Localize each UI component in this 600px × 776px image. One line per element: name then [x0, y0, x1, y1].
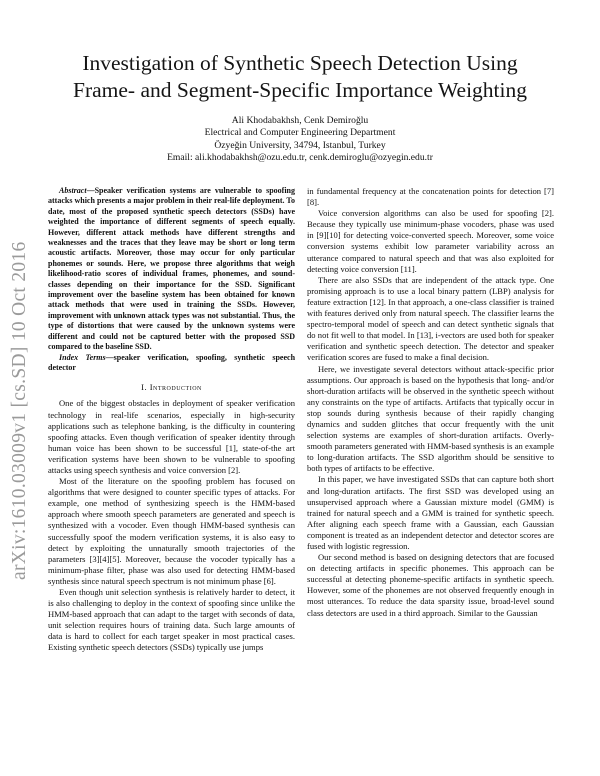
author-names: Ali Khodabakhsh, Cenk Demiroğlu: [231, 115, 369, 126]
body-paragraph: Even though unit selection synthesis is relatively harder to detect, it is also challenging to deploy in the context of spoofing since unlike the HMM-based approach that can adapt to the target with seconds of data, unit selection requires hours of training data. Such large amounts of data is hard to collect for each target speaker in most practical cases. Existing synthetic speech detectors (SSDs) typically use jumps: [48, 587, 295, 653]
index-terms-lead: Index Terms: [59, 352, 106, 362]
index-terms: [48, 353, 295, 374]
author-emails: Email: ali.khodabakhsh@ozu.edu.tr, cenk.demiroglu@ozyegin.edu.tr: [167, 152, 433, 164]
arxiv-identifier: arXiv:1610.03009v1 [cs.SD] 10 Oct 2016: [9, 241, 30, 580]
author-block: [100, 115, 500, 165]
body-paragraph: One of the biggest obstacles in deployment of speaker verification technology in real-life scenarios, especially in high-security applications such as telephone banking, is the difficulty in countering spoofing attacks. Even though verification of speaker identity through human voice has been shown to be successful [1], state-of-the art verification systems have been shown to be vulnerable to spoofing attacks using speech synthesis and voice conversion [2].: [48, 398, 295, 475]
affiliation-university: Özyeğin University, 34794, Istanbul, Turkey: [214, 139, 386, 151]
affiliation-department: Electrical and Computer Engineering Department: [204, 127, 396, 139]
abstract-lead: Abstract: [59, 186, 87, 195]
abstract: [48, 186, 295, 353]
section-heading-introduction: I. Introduction: [141, 382, 202, 393]
body-paragraph: Here, we investigate several detectors without attack-specific prior assumptions. Our approach is based on the hypothesis that long- and/or short-duration artifacts will be observed in the synthetic speech without any constraints on the type of artifacts. Artifacts that typically occur in stop sounds during synthesis because of their rapidly changing dynamics and sudden glitches that occur frequently with the unit selection systems are examples of short-duration artifacts. Overly-smooth parameters generated with HMM-based synthesis is an example to long-duration artifacts. The SSD algorithm should be sensitive to both types of artifacts to be effective.: [307, 363, 554, 474]
title-line-1: Investigation of Synthetic Speech Detection Using: [82, 51, 518, 75]
title-line-2: Frame- and Segment-Specific Importance Weighting: [72, 78, 527, 102]
abstract-text: —Speaker verification systems are vulnerable to spoofing attacks which presents a major problem in their real-life deployment. To date, most of the proposed synthetic speech detectors (SSDs) have weighted the importance of different segments of speech equally. However, different attack methods have different strengths and weaknesses and the traces that they leave may be short or long term acoustic artifacts. Moreover, those may occur for only particular phonemes or sounds. Here, we propose three algorithms that weigh likelihood-ratio scores of individual frames, phonemes, and sound-classes depending on their importance for the SSD. Significant improvement over the baseline system has been obtained for known attack methods that were used in training the SSDs. However, improvement with unknown attack types was not substantial. Thus, the type of distortions that were caused by the unknown systems were different and could not be captured better with the proposed SSD compared to the baseline SSD.: [48, 186, 295, 352]
index-terms-text: —speaker verification, spoofing, synthetic speech detector: [48, 352, 296, 372]
body-paragraph: Most of the literature on the spoofing problem has focused on algorithms that were designed to counter specific types of attacks. For example, one method of synthesizing speech is the HMM-based approach where smooth speech parameters are generated and speech is synthesized with a vocoder. Even though HMM-based synthesis can successfully spoof the modern verification systems, it is also easy to detect by exploiting the unnaturally smooth trajectories of the parameters [3][4][5]. Moreover, because the vocoder typically has a minimum-phase filter, phase was also used for detecting HMM-based synthesis since natural speech spectrum is not minimum phase [6].: [48, 476, 295, 586]
body-paragraph: In this paper, we have investigated SSDs that can capture both short and long-duration artifacts. The first SSD was developed using an unsupervised approach where a Gaussian mixture model (GMM) is trained for natural speech and a GMM is trained for synthetic speech. After aligning each speech frame with a Gaussian, each Gaussian component is treated as an independent detector and detector scores are fused with logistic regression.: [307, 474, 554, 551]
right-column: [307, 186, 554, 619]
left-column: [48, 186, 295, 654]
body-paragraph: Voice conversion algorithms can also be used for spoofing [2]. Because they typically use minimum-phase vocoders, phase was used in [9][10] for detecting voice-converted speech. Moreover, some voice conversion systems exhibit low parameter variability across an utterance compared to natural speech and that was also exploited for detecting voice conversion [11].: [307, 208, 554, 274]
paper-title: [40, 50, 560, 104]
arxiv-sidebar: [2, 200, 38, 580]
body-paragraph-continued: in fundamental frequency at the concatenation points for detection [7][8].: [307, 186, 554, 208]
body-paragraph: There are also SSDs that are independent of the attack type. One promising approach is to use a local binary pattern (LBP) analysis for feature extraction [12]. In that approach, a one-class classifier is trained with features derived only from natural speech. The classifier learns the spectro-temporal model of speech and can detect synthetic signals that do not fit well to that model. In [13], i-vectors are used both for speaker verification and synthetic speech detection. The detector and speaker verification scores are fused to make a final decision.: [307, 274, 554, 363]
body-paragraph: Our second method is based on designing detectors that are focused on detecting artifacts in specific phonemes. This approach can be successful at detecting phoneme-specific artifacts in synthetic speech. However, some of the phonemes are not observed frequently enough in most utterances. To reduce the data sparsity issue, broad-level sound class detectors are used in a third approach. Similar to the Gaussian: [307, 552, 554, 618]
